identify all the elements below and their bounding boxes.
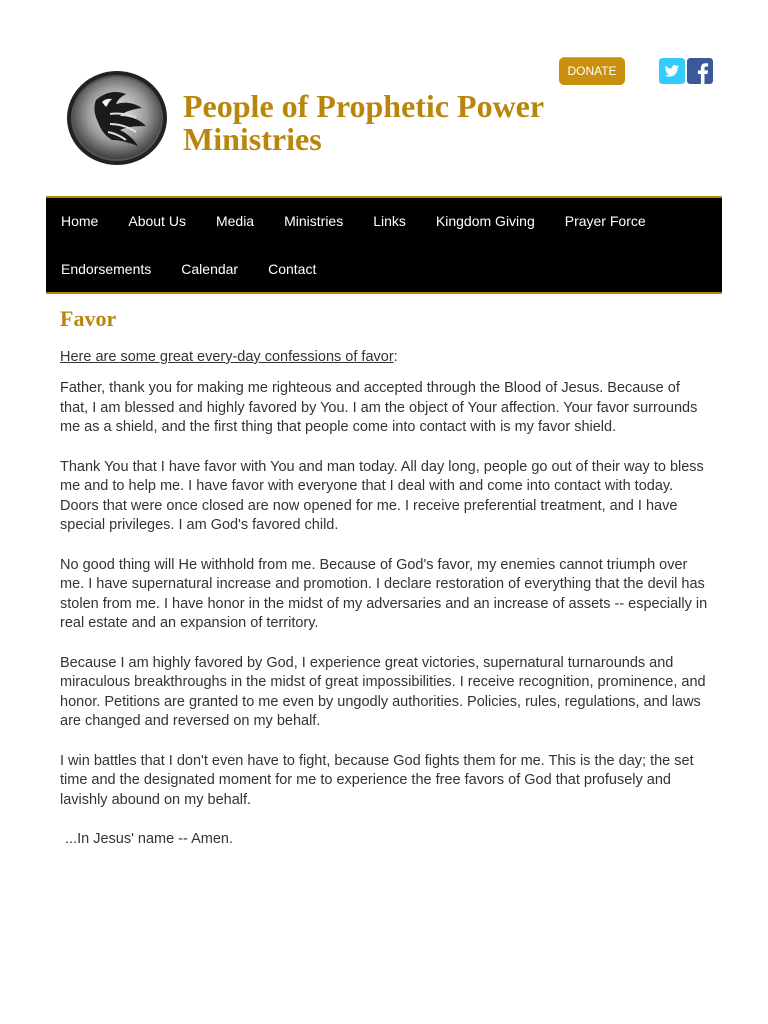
intro-link[interactable]: Here are some great every-day confessions of favor [60, 349, 394, 365]
nav-item-kingdom-giving[interactable]: Kingdom Giving [435, 213, 535, 229]
nav-row [46, 246, 331, 292]
eagle-emblem-icon[interactable] [66, 70, 168, 166]
facebook-icon[interactable] [687, 58, 713, 84]
intro-line [60, 348, 708, 367]
nav-item-calendar[interactable]: Calendar [181, 261, 239, 277]
confession-paragraph: Father, thank you for making me righteous and accepted through the Blood of Jesus. Because of that, I am blessed and highly favored by You. I am the object of Your affection. Your favor surrounds me as a shield, and the first thing that people come into contact with is my favor shield. [60, 380, 698, 435]
nav-item-media[interactable]: Media [215, 213, 255, 229]
page-title: Favor [60, 306, 117, 331]
donate-button[interactable]: DONATE [559, 57, 625, 85]
closing-line: ...In Jesus' name -- Amen. [65, 831, 233, 847]
confession-paragraph: I win battles that I don't even have to fight, because God fights them for me. This is the day; the set time and the designated moment for me to experience the free favors of God that profusely and lavishly abound on my behalf. [60, 752, 694, 808]
nav-item-home[interactable]: Home [61, 213, 99, 229]
site-title-line1: People of Prophetic Power [183, 88, 545, 124]
confession-paragraph: Thank You that I have favor with You and man today. All day long, people go out of their way to bless me and to help me. I have favor with everyone that I deal with and come into contact with today. Doors that were once closed are now opened for me. I receive preferential treatment, and I have special privileges. I am God's favored child. [60, 458, 704, 533]
social-links [659, 58, 713, 84]
nav-item-contact[interactable]: Contact [268, 261, 317, 277]
confession-paragraph: Because I am highly favored by God, I experience great victories, supernatural turnarounds and miraculous breakthroughs in the midst of great impossibilities. I receive recognition, prominence, and honor. Petitions are granted to me even by ungodly authorities. Policies, rules, regulations, and laws are changed and reversed on my behalf. [60, 654, 706, 729]
nav-item-endorsements[interactable]: Endorsements [61, 261, 152, 277]
main-nav [46, 196, 722, 294]
twitter-icon[interactable] [659, 58, 685, 84]
nav-item-about-us[interactable]: About Us [128, 213, 186, 229]
site-title-line2: Ministries [183, 121, 322, 157]
site-header [0, 0, 768, 196]
nav-item-prayer-force[interactable]: Prayer Force [564, 213, 646, 229]
nav-row [46, 198, 661, 244]
intro-suffix: : [393, 349, 398, 365]
confession-paragraph: No good thing will He withhold from me. Because of God's favor, my enemies cannot triumph over me. I have supernatural increase and promotion. I declare restoration of everything that the devil has stolen from me. I have honor in the midst of my adversaries and an increase of assets -- especially in real estate and an expansion of territory. [60, 556, 708, 631]
nav-item-links[interactable]: Links [373, 213, 406, 229]
site-title[interactable] [183, 90, 653, 156]
nav-item-ministries[interactable]: Ministries [284, 213, 344, 229]
main-content [60, 304, 708, 850]
